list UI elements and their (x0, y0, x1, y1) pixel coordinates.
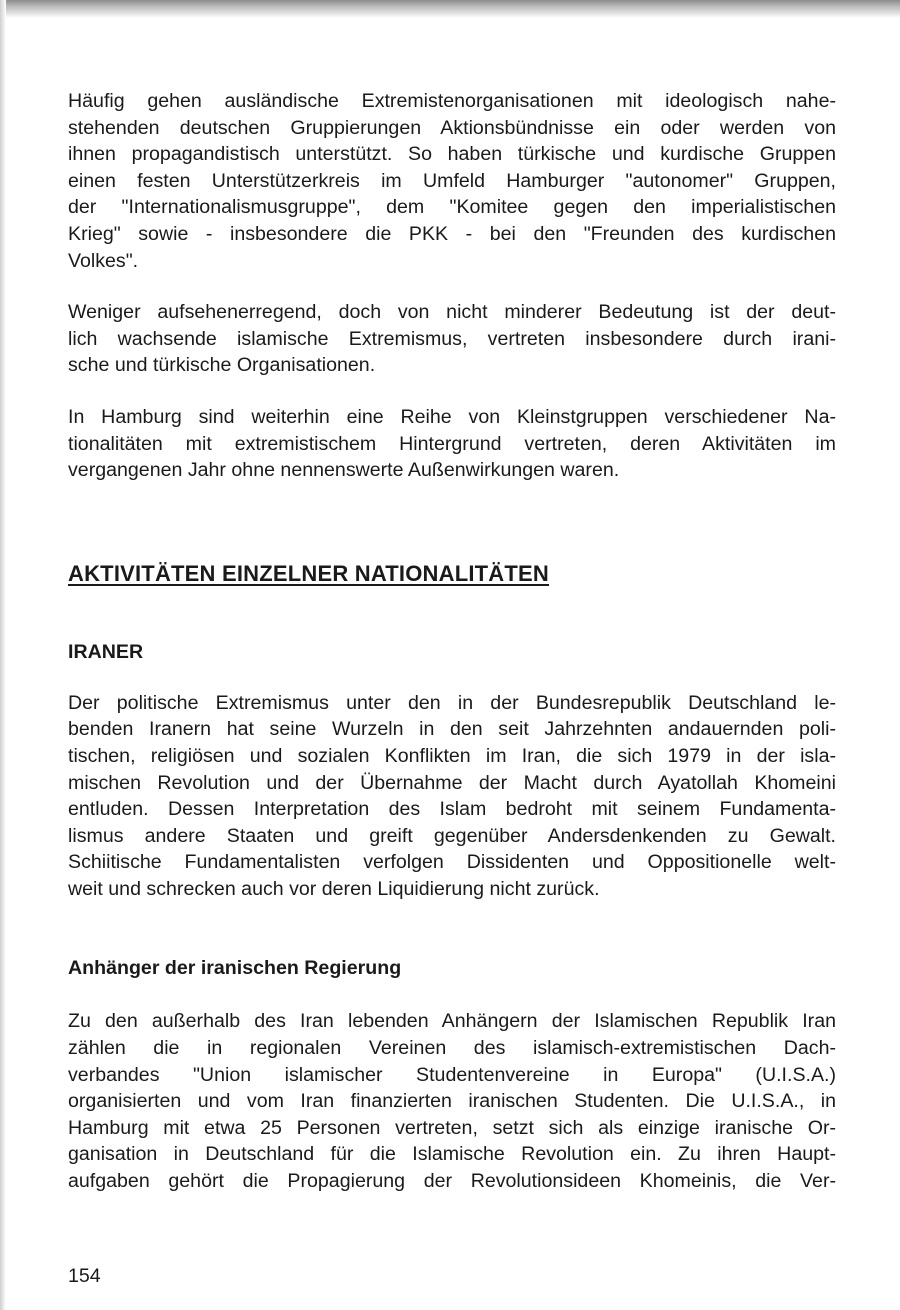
text-line: In Hamburg sind weiterhin eine Reihe von Kleinstgruppen verschiedener Na- (68, 405, 836, 428)
text-line: entluden. Dessen Interpretation des Islam bedroht mit seinem Fundamenta- (68, 798, 836, 821)
scan-left-shadow (0, 0, 6, 1310)
subheading-iraner: IRANER (68, 640, 144, 663)
text-line: Hamburg mit etwa 25 Personen vertreten, setzt sich als einzige iranische Or- (68, 1116, 836, 1139)
page-body (68, 88, 836, 1195)
text-line: vergangenen Jahr ohne nennenswerte Außenwirkungen waren. (68, 459, 620, 482)
text-line: Zu den außerhalb des Iran lebenden Anhängern der Islamischen Republik Iran (68, 1010, 836, 1033)
text-line: mischen Revolution und der Übernahme der Macht durch Ayatollah Khomeini (68, 771, 836, 794)
text-line: Weniger aufsehenerregend, doch von nicht minderer Bedeutung ist der deut- (68, 301, 836, 324)
subheading-anhaenger: Anhänger der iranischen Regierung (68, 957, 402, 980)
page-number: 154 (68, 1265, 101, 1287)
scan-top-shadow (0, 0, 900, 18)
text-line: sche und türkische Organisationen. (68, 354, 376, 377)
paragraph-anhaenger (68, 1008, 836, 1194)
paragraph-iraner (68, 690, 836, 903)
text-line: organisierten und vom Iran finanzierten iranischen Studenten. Die U.I.S.A., in (68, 1090, 836, 1113)
text-line: zählen die in regionalen Vereinen des islamisch-extremistischen Dach- (68, 1037, 836, 1060)
text-line: lismus andere Staaten und greift gegenüber Andersdenkenden zu Gewalt. (68, 824, 836, 847)
section-heading: AKTIVITÄTEN EINZELNER NATIONALITÄTEN (68, 560, 549, 586)
text-line: der "Internationalismusgruppe", dem "Komitee gegen den imperialistischen (68, 196, 836, 219)
paragraph-small-groups (68, 404, 836, 484)
text-line: stehenden deutschen Gruppierungen Aktionsbündnisse ein oder werden von (68, 116, 836, 139)
text-line: ihnen propagandistisch unterstützt. So haben türkische und kurdische Gruppen (68, 143, 836, 166)
text-line: Volkes". (68, 249, 139, 272)
text-line: tischen, religiösen und sozialen Konflikten im Iran, die sich 1979 in der isla- (68, 744, 836, 767)
text-line: ganisation in Deutschland für die Islamische Revolution ein. Zu ihren Haupt- (68, 1143, 836, 1166)
text-line: einen festen Unterstützerkreis im Umfeld Hamburger "autonomer" Gruppen, (68, 169, 836, 192)
text-line: aufgaben gehört die Propagierung der Revolutionsideen Khomeinis, die Ver- (68, 1170, 836, 1193)
text-line: lich wachsende islamische Extremismus, vertreten insbesondere durch irani- (68, 327, 836, 350)
text-line: Krieg" sowie - insbesondere die PKK - bei den "Freunden des kurdischen (68, 222, 836, 245)
text-line: weit und schrecken auch vor deren Liquidierung nicht zurück. (68, 877, 600, 900)
paragraph-alliances (68, 88, 836, 274)
text-line: Schiitische Fundamentalisten verfolgen Dissidenten und Oppositionelle welt- (68, 851, 836, 874)
text-line: Der politische Extremismus unter den in der Bundesrepublik Deutschland le- (68, 691, 836, 714)
text-line: benden Iranern hat seine Wurzeln in den seit Jahrzehnten andauernden poli- (68, 718, 836, 741)
text-line: verbandes "Union islamischer Studentenvereine in Europa" (U.I.S.A.) (68, 1063, 836, 1086)
text-line: tionalitäten mit extremistischem Hintergrund vertreten, deren Aktivitäten im (68, 432, 836, 455)
paragraph-islamic-extremism (68, 299, 836, 379)
text-line: Häufig gehen ausländische Extremistenorganisationen mit ideologisch nahe- (68, 90, 836, 112)
